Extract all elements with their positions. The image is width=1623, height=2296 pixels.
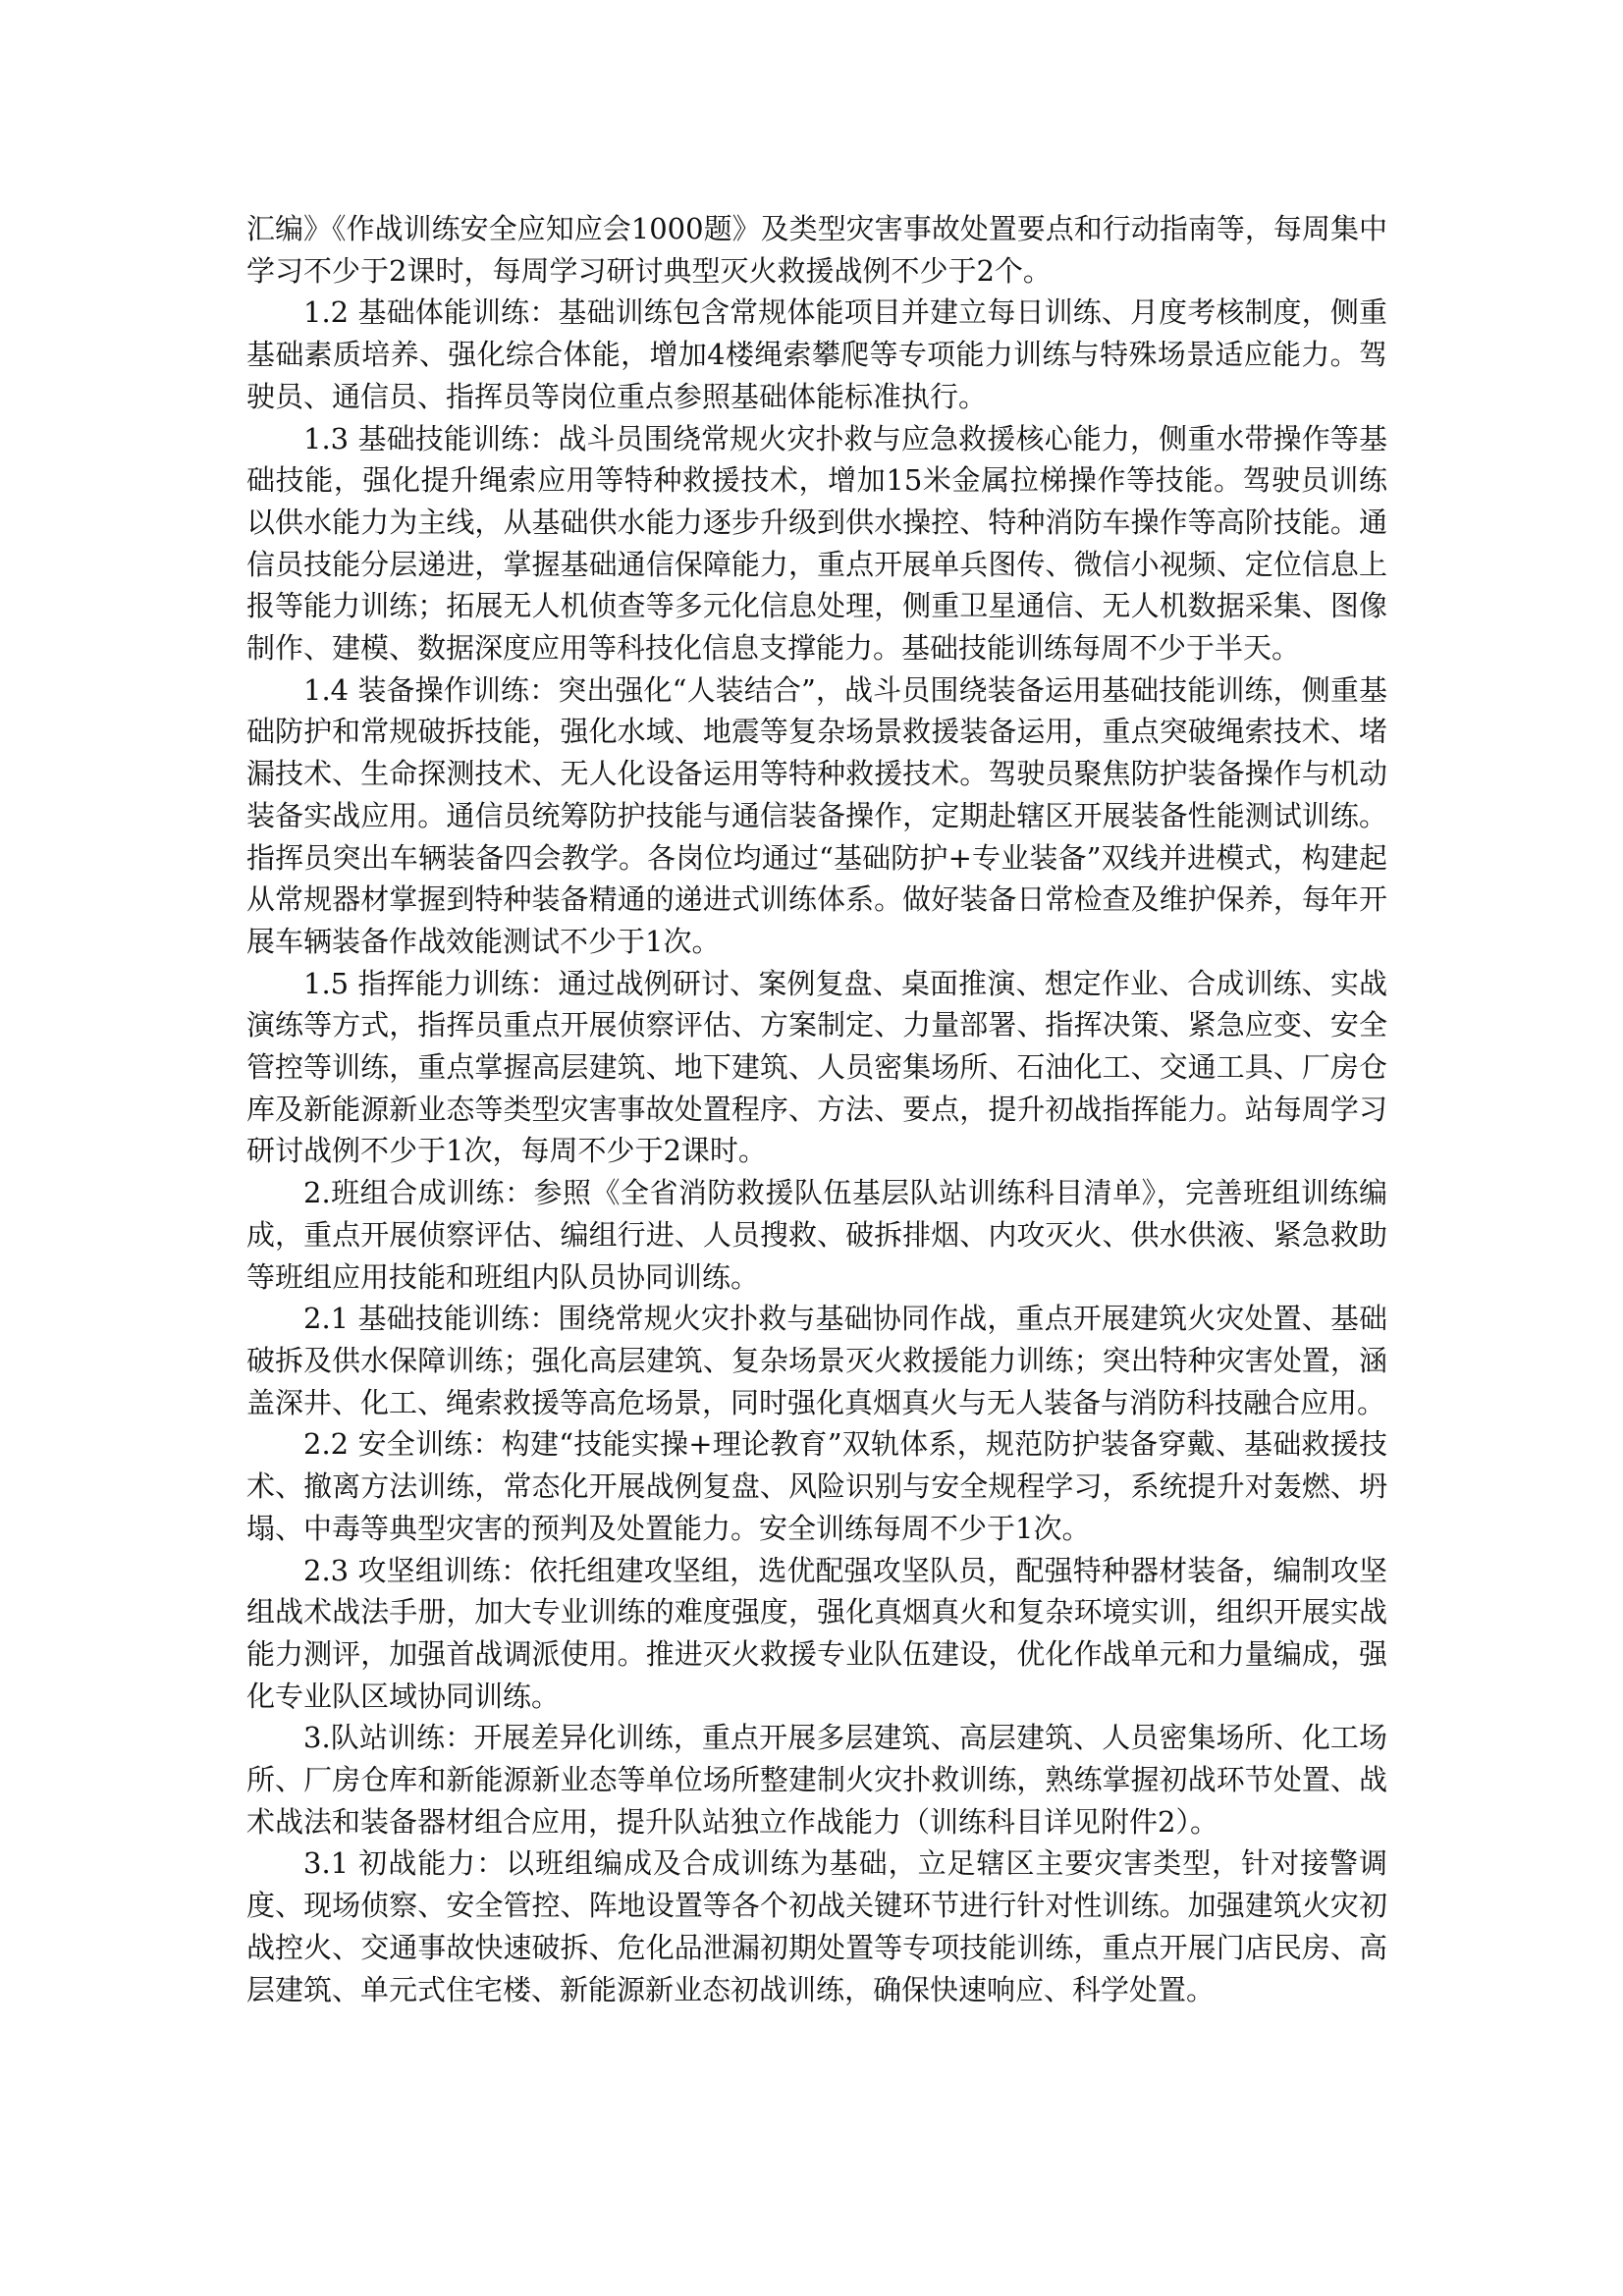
paragraph-1-2-physical-training: 1.2 基础体能训练：基础训练包含常规体能项目并建立每日训练、月度考核制度，侧重基础素质培养、强化综合体能，增加4楼绳索攀爬等专项能力训练与特殊场景适应能力。驾驶员、通信员、指挥员等岗位重点参照基础体能标准执行。 <box>246 295 1387 413</box>
paragraph-3-station-training: 3.队站训练：开展差异化训练，重点开展多层建筑、高层建筑、人员密集场所、化工场所、厂房仓库和新能源新业态等单位场所整建制火灾扑救训练，熟练掌握初战环节处置、战术战法和装备器材组合应用，提升队站独立作战能力（训练科目详见附件2）。 <box>246 1721 1387 1839</box>
paragraph-1-3-skill-training: 1.3 基础技能训练：战斗员围绕常规火灾扑救与应急救援核心能力，侧重水带操作等基础技能，强化提升绳索应用等特种救援技术，增加15米金属拉梯操作等技能。驾驶员训练以供水能力为主线，从基础供水能力逐步升级到供水操控、特种消防车操作等高阶技能。通信员技能分层递进，掌握基础通信保障能力，重点开展单兵图传、微信小视频、定位信息上报等能力训练；拓展无人机侦查等多元化信息处理，侧重卫星通信、无人机数据采集、图像制作、建模、数据深度应用等科技化信息支撑能力。基础技能训练每周不少于半天。 <box>246 421 1387 666</box>
paragraph-1-5-command-training: 1.5 指挥能力训练：通过战例研讨、案例复盘、桌面推演、想定作业、合成训练、实战演练等方式，指挥员重点开展侦察评估、方案制定、力量部署、指挥决策、紧急应变、安全管控等训练，重点掌握高层建筑、地下建筑、人员密集场所、石油化工、交通工具、厂房仓库及新能源新业态等类型灾害事故处置程序、方法、要点，提升初战指挥能力。站每周学习研讨战例不少于1次，每周不少于2课时。 <box>246 966 1387 1168</box>
document-page <box>246 208 1387 2010</box>
paragraph-2-2-safety-training: 2.2 安全训练：构建“技能实操+理论教育”双轨体系，规范防护装备穿戴、基础救援技术、撤离方法训练，常态化开展战例复盘、风险识别与安全规程学习，系统提升对轰燃、坍塌、中毒等典型灾害的预判及处置能力。安全训练每周不少于1次。 <box>246 1427 1387 1545</box>
paragraph-3-1-initial-combat: 3.1 初战能力：以班组编成及合成训练为基础，立足辖区主要灾害类型，针对接警调度、现场侦察、安全管控、阵地设置等各个初战关键环节进行针对性训练。加强建筑火灾初战控火、交通事故快速破拆、危化品泄漏初期处置等专项技能训练，重点开展门店民房、高层建筑、单元式住宅楼、新能源新业态初战训练，确保快速响应、科学处置。 <box>246 1846 1387 2006</box>
paragraph-2-1-basic-skill-training: 2.1 基础技能训练：围绕常规火灾扑救与基础协同作战，重点开展建筑火灾处置、基础破拆及供水保障训练；强化高层建筑、复杂场景灭火救援能力训练；突出特种灾害处置，涵盖深井、化工、绳索救援等高危场景，同时强化真烟真火与无人装备与消防科技融合应用。 <box>246 1302 1387 1419</box>
paragraph-1-4-equipment-training: 1.4 装备操作训练：突出强化“人装结合”，战斗员围绕装备运用基础技能训练，侧重基础防护和常规破拆技能，强化水域、地震等复杂场景救援装备运用，重点突破绳索技术、堵漏技术、生命探测技术、无人化设备运用等特种救援技术。驾驶员聚焦防护装备操作与机动装备实战应用。通信员统筹防护技能与通信装备操作，定期赴辖区开展装备性能测试训练。指挥员突出车辆装备四会教学。各岗位均通过“基础防护+专业装备”双线并进模式，构建起从常规器材掌握到特种装备精通的递进式训练体系。做好装备日常检查及维护保养，每年开展车辆装备作战效能测试不少于1次。 <box>246 672 1387 958</box>
paragraph-2-3-assault-team-training: 2.3 攻坚组训练：依托组建攻坚组，选优配强攻坚队员，配强特种器材装备，编制攻坚组战术战法手册，加大专业训练的难度强度，强化真烟真火和复杂环境实训，组织开展实战能力测评，加强首战调派使用。推进灭火救援专业队伍建设，优化作战单元和力量编成，强化专业队区域协同训练。 <box>246 1553 1387 1713</box>
paragraph-2-squad-training: 2.班组合成训练：参照《全省消防救援队伍基层队站训练科目清单》，完善班组训练编成，重点开展侦察评估、编组行进、人员搜救、破拆排烟、内攻灭火、供水供液、紧急救助等班组应用技能和班组内队员协同训练。 <box>246 1176 1387 1294</box>
paragraph-study-continuation: 汇编》《作战训练安全应知应会1000题》及类型灾害事故处置要点和行动指南等，每周集中学习不少于2课时，每周学习研讨典型灭火救援战例不少于2个。 <box>246 212 1387 288</box>
